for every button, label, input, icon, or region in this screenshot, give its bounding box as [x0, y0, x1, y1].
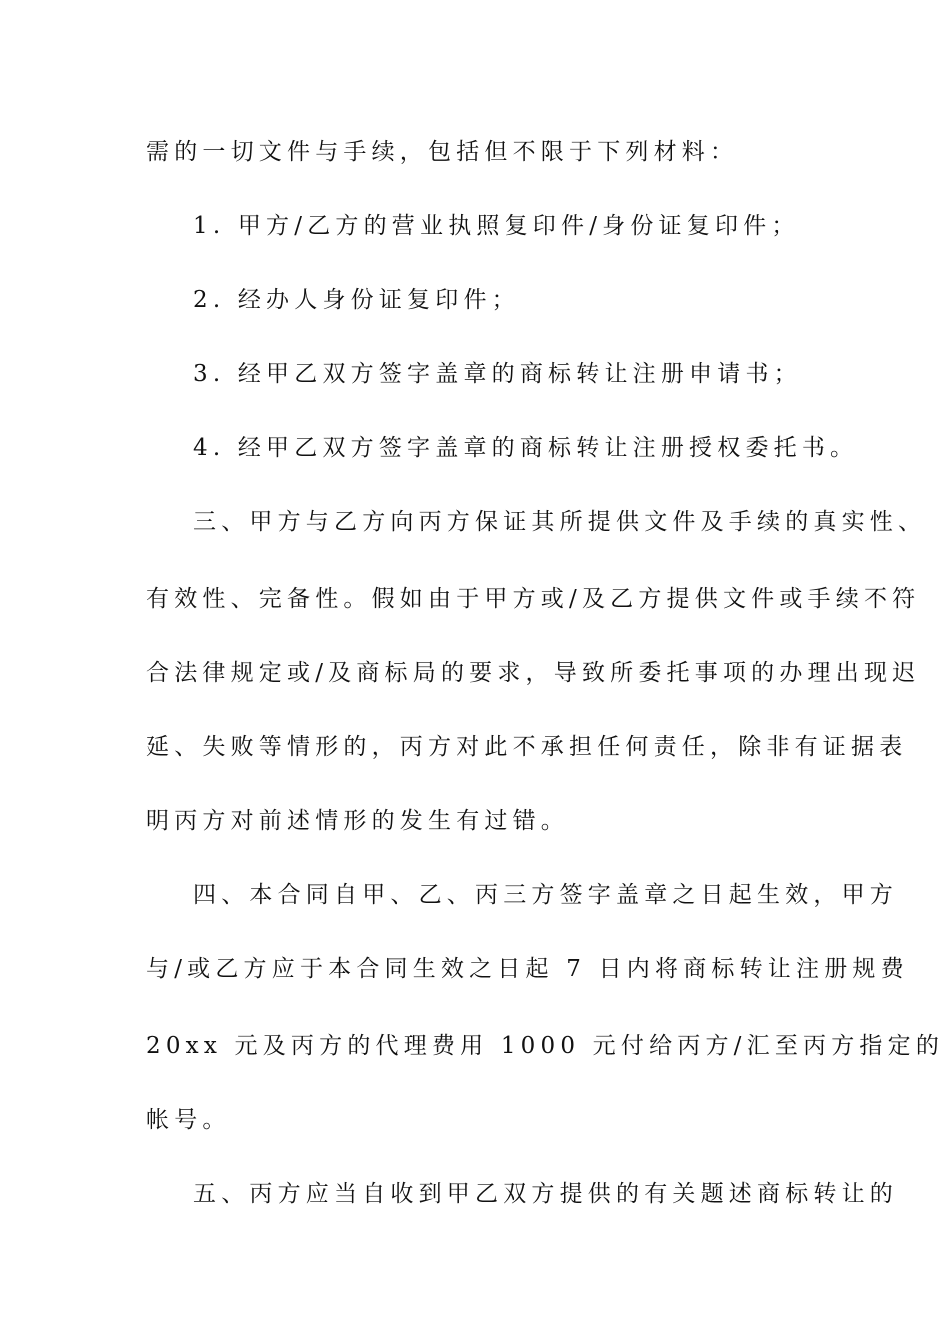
clause-4-line-4: 帐号。 [146, 1107, 231, 1133]
clause-3-line-4: 延、失败等情形的，丙方对此不承担任何责任，除非有证据表 [146, 734, 908, 760]
clause-3-line-1: 三、甲方与乙方向丙方保证其所提供文件及手续的真实性、 [193, 509, 927, 535]
clause-4-line-3: 20xx 元及丙方的代理费用 1000 元付给丙方/汇至丙方指定的 [146, 1033, 945, 1059]
clause-5-line-1: 五、丙方应当自收到甲乙双方提供的有关题述商标转让的 [193, 1181, 898, 1207]
list-item-1: 1. 甲方/乙方的营业执照复印件/身份证复印件； [193, 213, 800, 239]
clause-3-line-5: 明丙方对前述情形的发生有过错。 [146, 808, 569, 834]
list-item-4: 4. 经甲乙双方签字盖章的商标转让注册授权委托书。 [193, 435, 859, 461]
list-item-3: 3. 经甲乙双方签字盖章的商标转让注册申请书； [193, 361, 802, 387]
clause-4-line-1: 四、本合同自甲、乙、丙三方签字盖章之日起生效，甲方 [193, 882, 898, 908]
clause-4-line-2: 与/或乙方应于本合同生效之日起 7 日内将商标转让注册规费 [146, 956, 909, 982]
clause-3-line-3: 合法律规定或/及商标局的要求，导致所委托事项的办理出现迟 [146, 660, 921, 686]
text-line-continuation: 需的一切文件与手续，包括但不限于下列材料： [146, 139, 739, 165]
clause-3-line-2: 有效性、完备性。假如由于甲方或/及乙方提供文件或手续不符 [146, 586, 921, 612]
list-item-2: 2. 经办人身份证复印件； [193, 287, 520, 313]
